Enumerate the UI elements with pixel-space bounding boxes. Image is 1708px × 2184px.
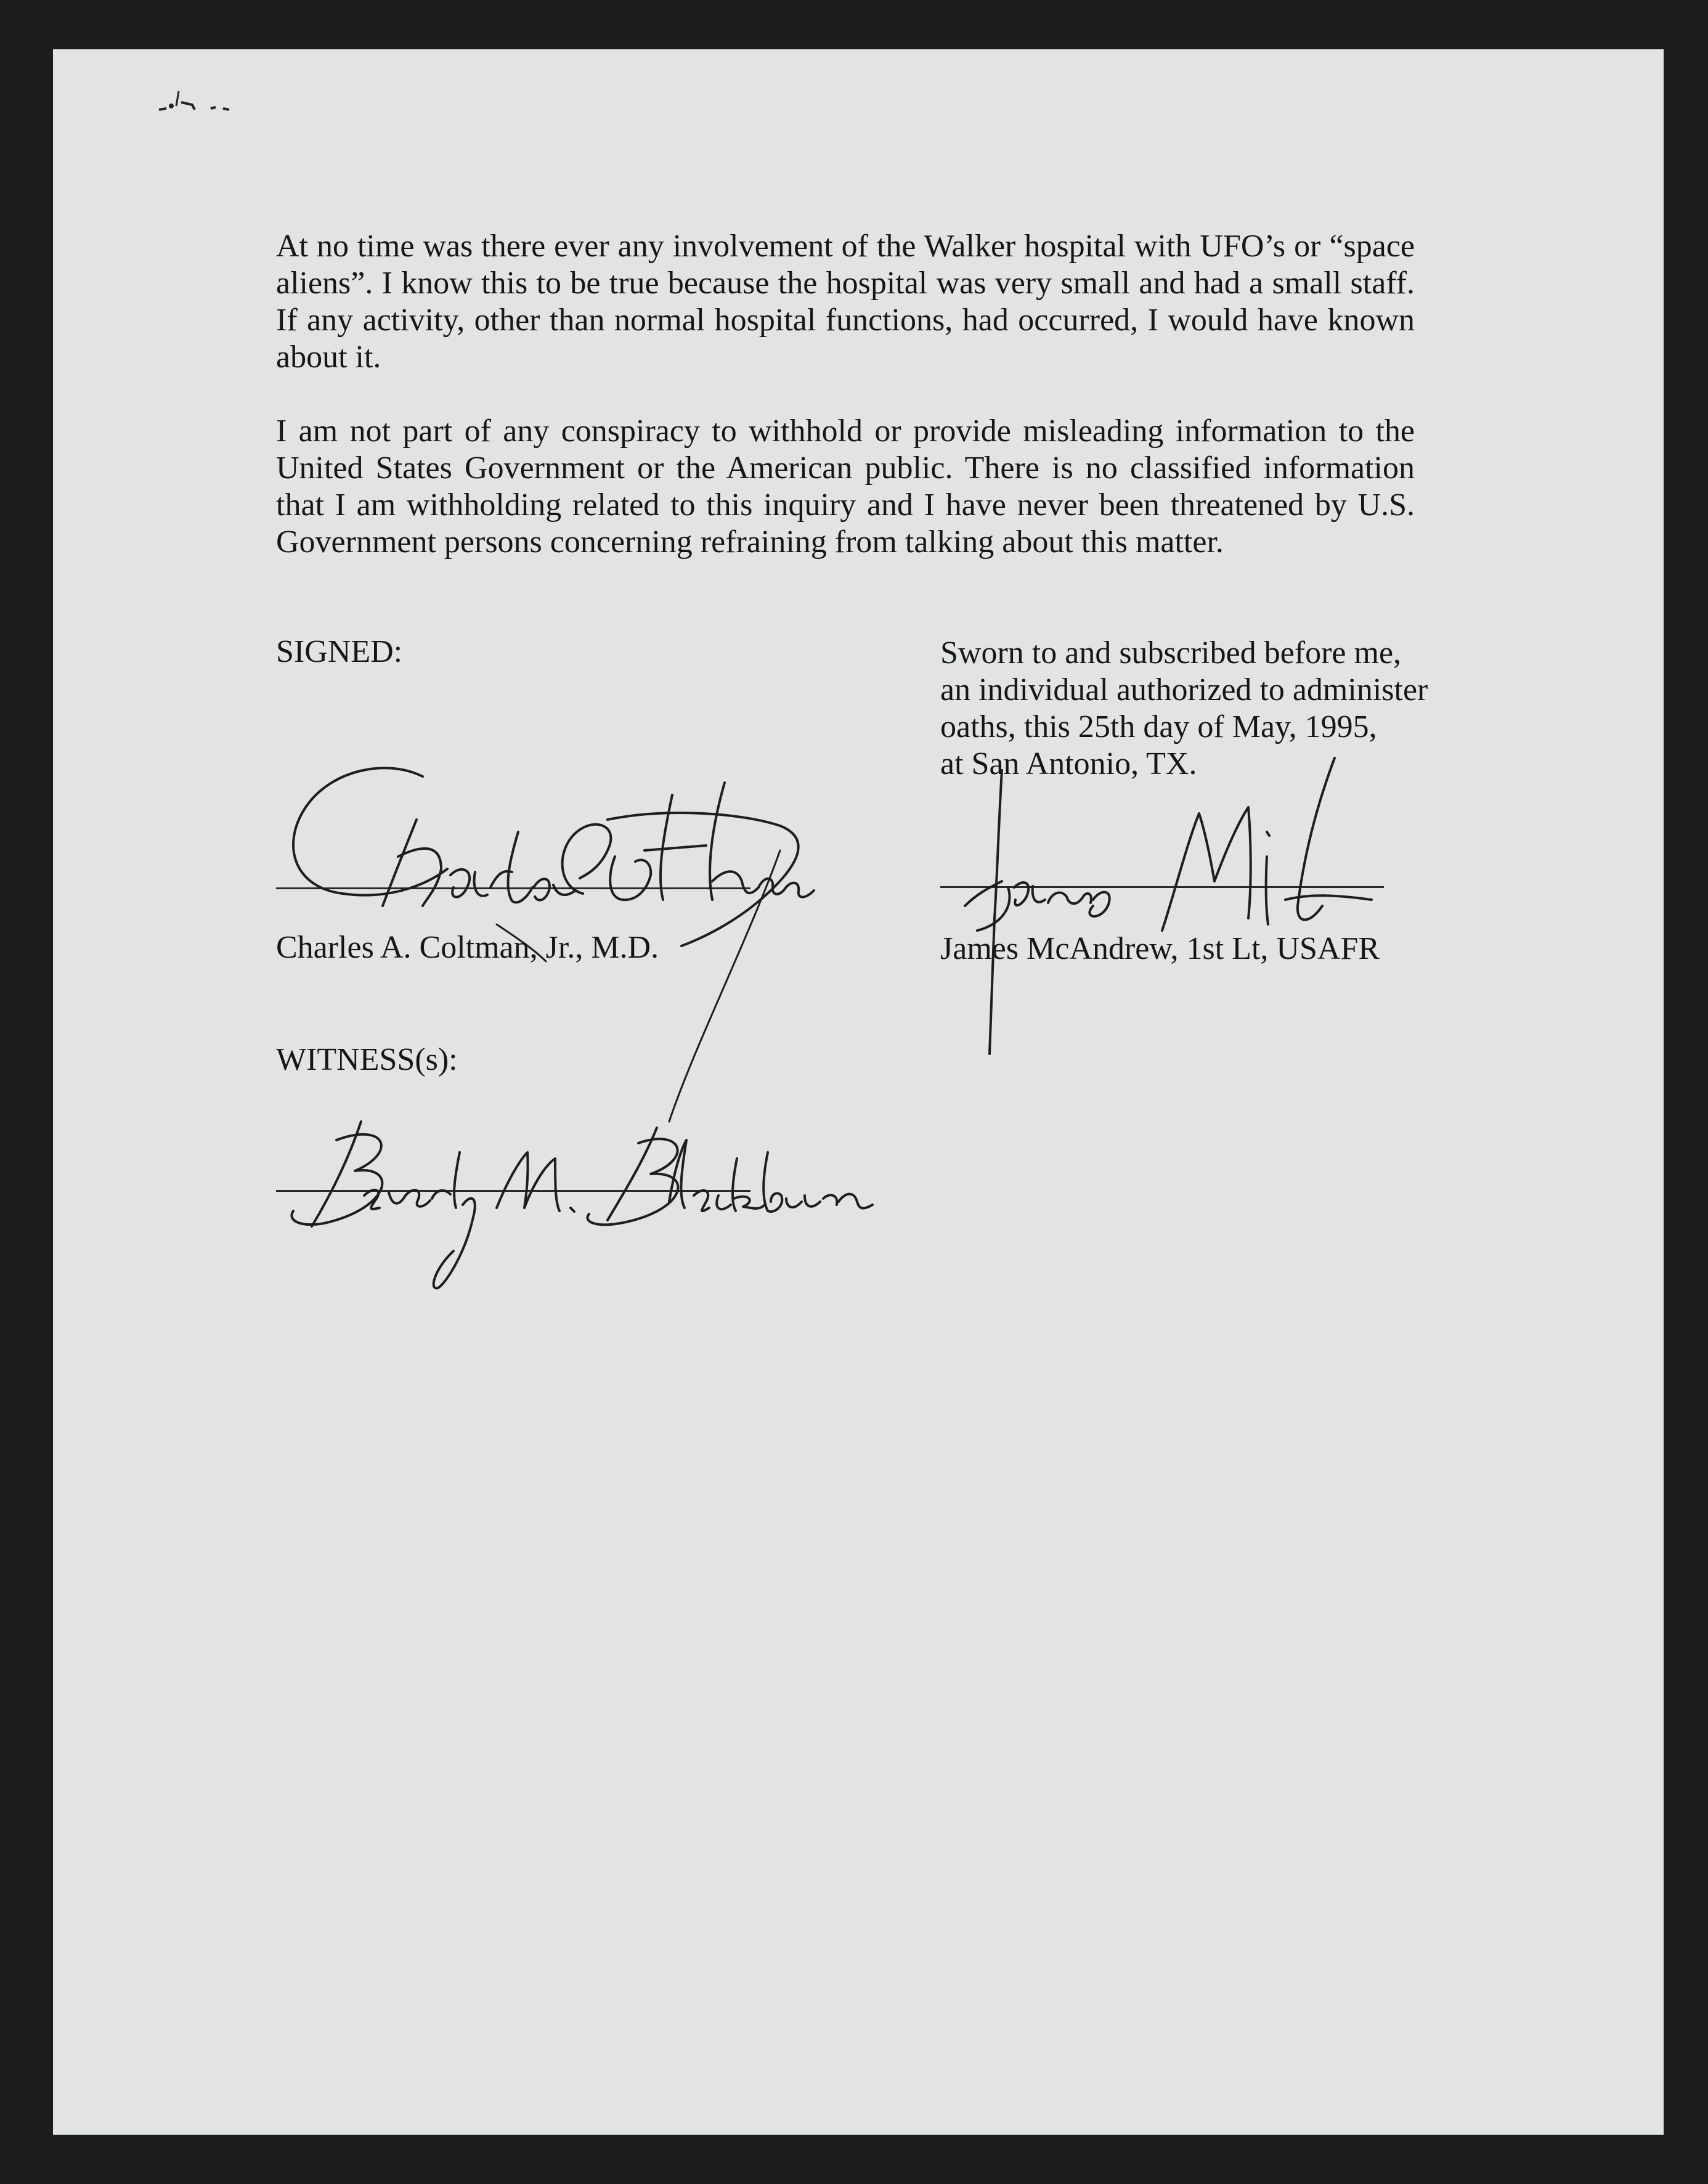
document-page — [53, 49, 1664, 2135]
oath-line-1: Sworn to and subscribed before me, — [940, 635, 1402, 670]
signer-name: Charles A. Coltman, Jr., M.D. — [276, 930, 659, 965]
paper-speck-marks — [102, 62, 299, 129]
statement-paragraph-1: At no time was there ever any involvement of the Walker hospital with UFO’s or “space aliens”. I know this to be true because the hospital was very small and had a small staff. If any activity, other than normal hospital functions, had occurred, I would have known about it. — [276, 229, 1415, 375]
oath-line-4: at San Antonio, TX. — [940, 746, 1197, 781]
witness-signature — [275, 1085, 940, 1306]
signed-label: SIGNED: — [276, 634, 403, 669]
statement-paragraph-2: I am not part of any conspiracy to withhold or provide misleading information to the United States Government or the American public. There is no classified information that I am withholding related to this inquiry and I have never been threatened by U.S. Government persons concerning refraining from talking about this matter. — [276, 414, 1415, 560]
officer-signature — [940, 721, 1384, 1066]
oath-line-3: oaths, this 25th day of May, 1995, — [940, 709, 1377, 744]
officer-name: James McAndrew, 1st Lt, USAFR — [940, 931, 1380, 966]
oath-line-2: an individual authorized to administer — [940, 672, 1428, 707]
witness-label: WITNESS(s): — [276, 1042, 458, 1077]
